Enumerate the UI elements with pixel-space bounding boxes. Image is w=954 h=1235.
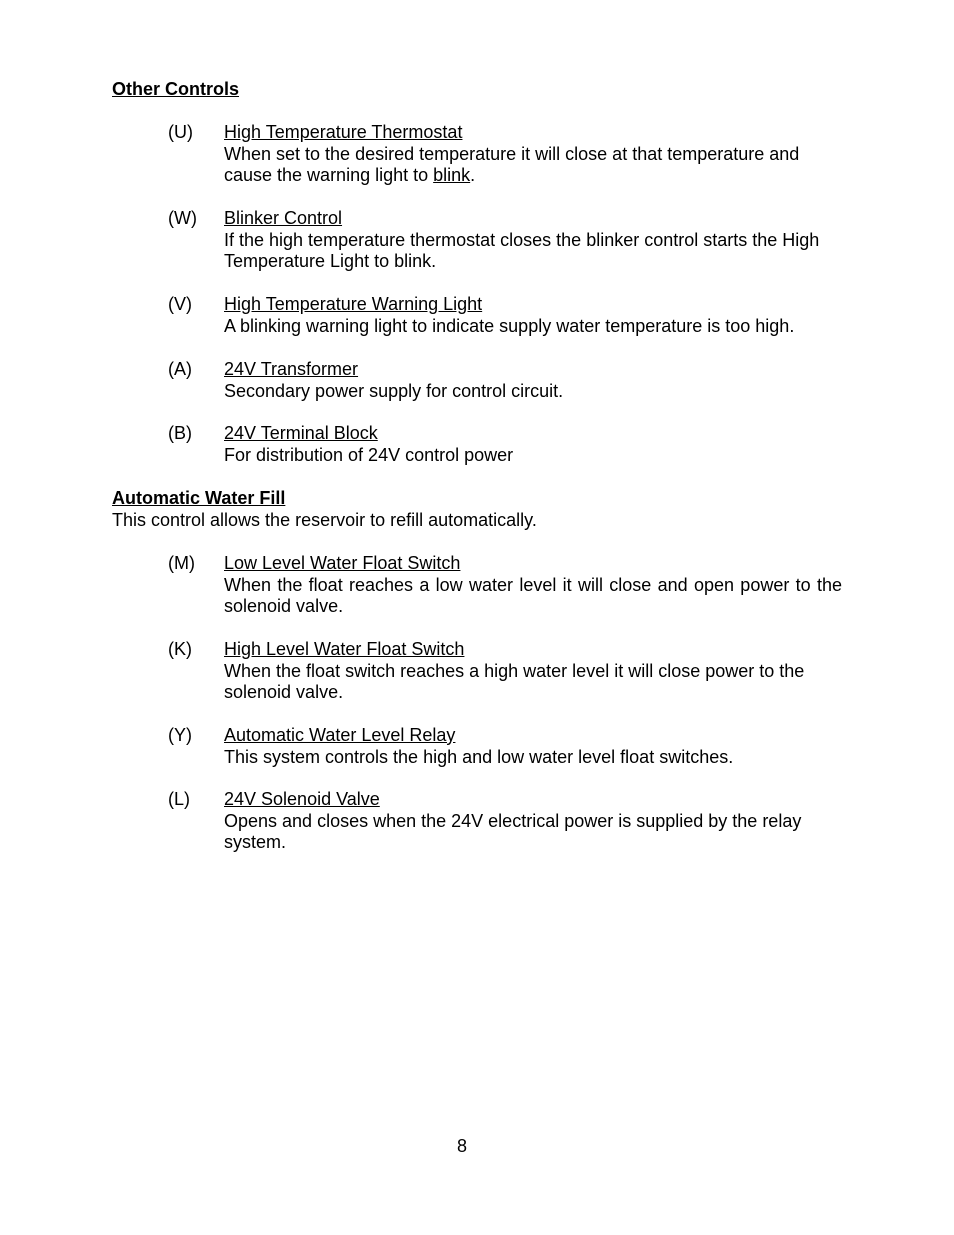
item-title: Automatic Water Level Relay — [224, 725, 456, 745]
item-description: When the float switch reaches a high water level it will close power to the solenoid valve. — [224, 660, 805, 702]
item-description-text: When set to the desired temperature it will close at that temperature and cause the warning light to — [224, 143, 800, 185]
item-code: (M) — [168, 553, 195, 573]
item-title: High Temperature Thermostat — [224, 122, 463, 142]
item-code: (V) — [168, 294, 192, 314]
item-body — [224, 208, 842, 273]
item-description: If the high temperature thermostat closes the blinker control starts the High Temperature Light to blink. — [224, 229, 820, 271]
item-body — [224, 294, 842, 337]
item-code: (U) — [168, 122, 193, 142]
item-body — [224, 725, 842, 768]
section-heading-other-controls: Other Controls — [112, 79, 240, 99]
blink-underlined-word: blink — [433, 165, 471, 185]
item-description: Secondary power supply for control circuit. — [224, 380, 564, 401]
item-body — [224, 789, 842, 854]
item-title: 24V Solenoid Valve — [224, 789, 380, 809]
item-code: (A) — [168, 359, 192, 379]
item-code: (K) — [168, 639, 192, 659]
item-code: (W) — [168, 208, 197, 228]
item-description: Opens and closes when the 24V electrical power is supplied by the relay system. — [224, 810, 802, 852]
page-number: 8 — [456, 1136, 467, 1156]
item-description — [224, 144, 842, 187]
item-title: Blinker Control — [224, 208, 343, 228]
item-title: Low Level Water Float Switch — [224, 553, 461, 573]
item-code: (L) — [168, 789, 190, 809]
item-body — [224, 122, 842, 187]
item-description: For distribution of 24V control power — [224, 444, 514, 465]
item-body — [224, 359, 842, 402]
item-description: This system controls the high and low water level float switches. — [224, 746, 734, 767]
item-title: High Temperature Warning Light — [224, 294, 483, 314]
item-title: 24V Transformer — [224, 359, 359, 379]
section-intro: This control allows the reservoir to refill automatically. — [112, 510, 537, 530]
item-title: 24V Terminal Block — [224, 423, 378, 443]
item-code: (B) — [168, 423, 192, 443]
item-description-end: . — [470, 165, 476, 185]
item-title: High Level Water Float Switch — [224, 639, 465, 659]
item-code: (Y) — [168, 725, 192, 745]
item-body — [224, 553, 842, 618]
item-description: A blinking warning light to indicate supply water temperature is too high. — [224, 315, 795, 336]
item-body — [224, 639, 842, 704]
section-heading-automatic-water-fill: Automatic Water Fill — [112, 488, 286, 508]
item-body — [224, 423, 842, 466]
item-description: When the float reaches a low water level it will close and open power to the solenoid valve. — [224, 574, 842, 616]
